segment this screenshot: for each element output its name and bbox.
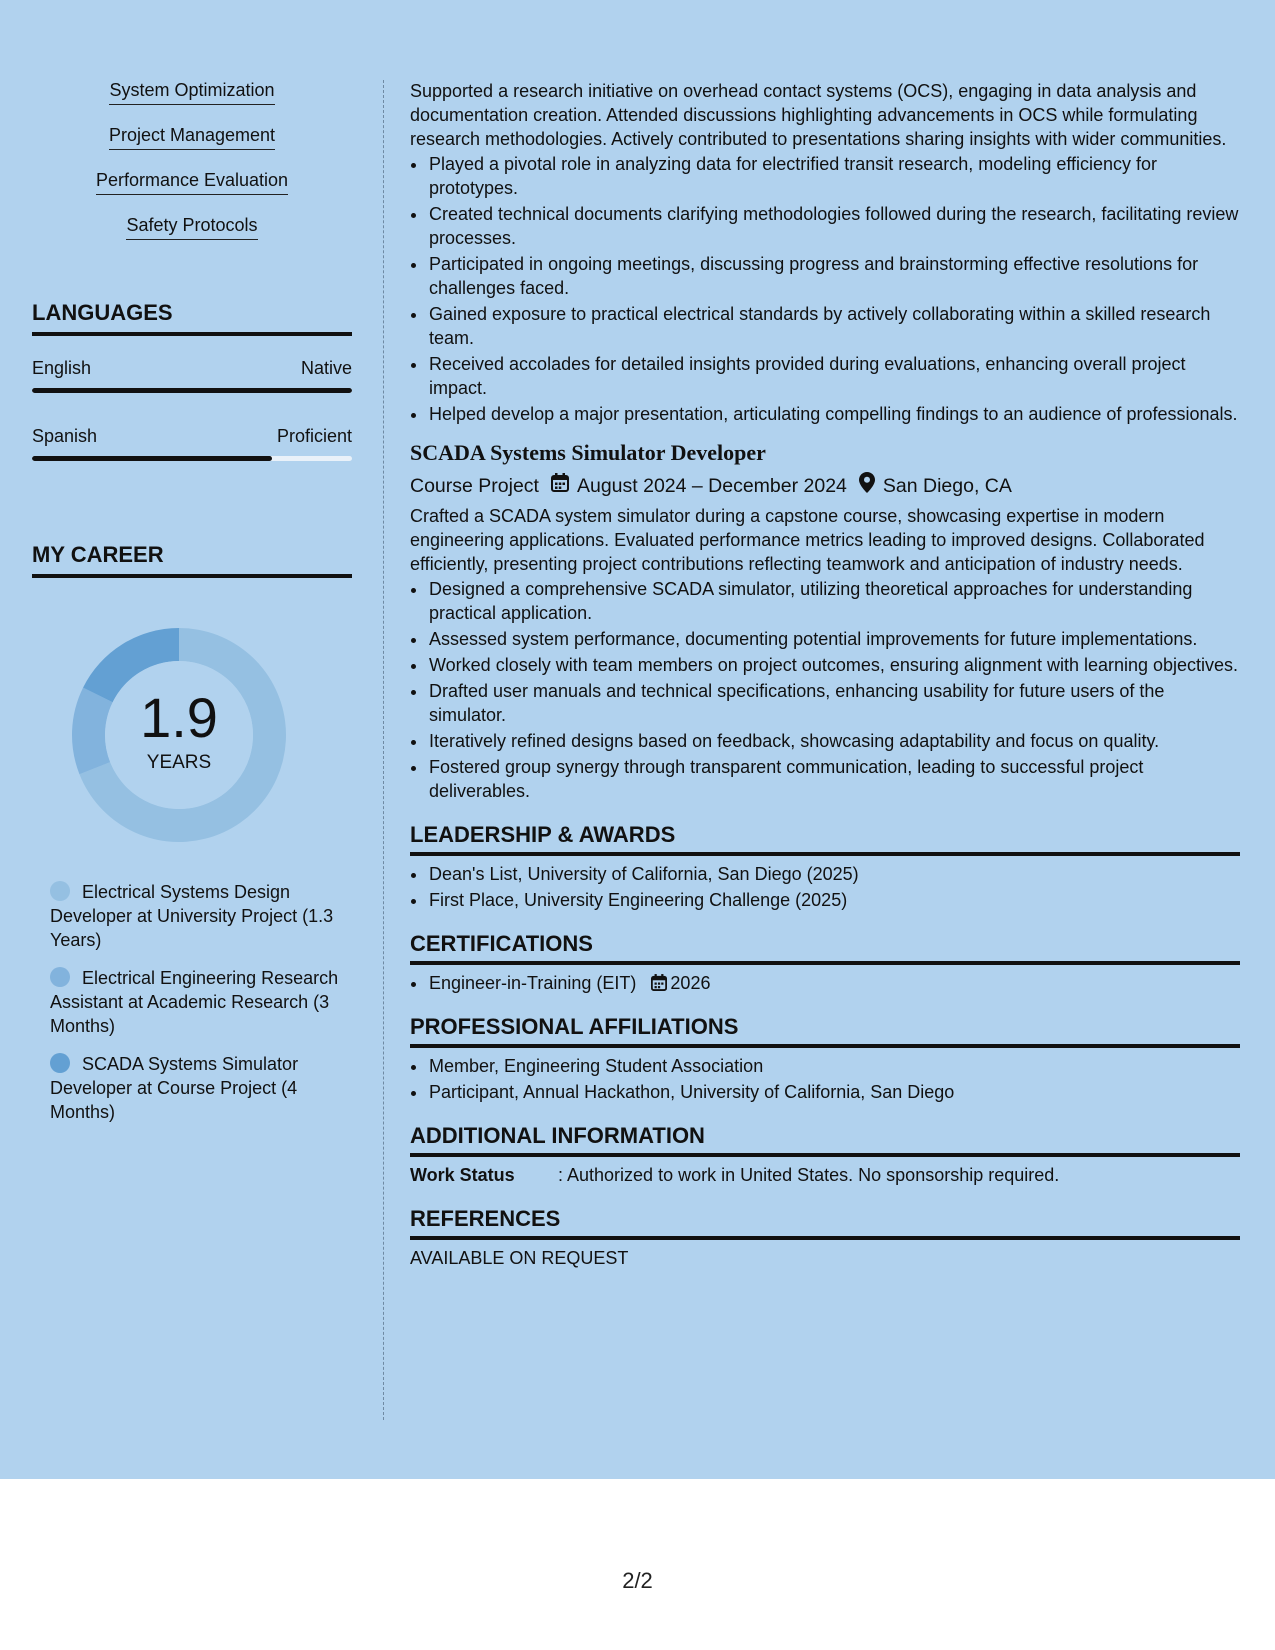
- work-status-value: : Authorized to work in United States. No sponsorship required.: [558, 1165, 1060, 1185]
- job-bullets: [410, 577, 1240, 803]
- job-description: Crafted a SCADA system simulator during a capstone course, showcasing expertise in modern engineering applications. Evaluated performance metrics leading to improved designs. Collaborated efficiently, presenting project contributions reflecting teamwork and anticipation of industry needs.: [410, 506, 1205, 574]
- career-total-years: 1.9: [140, 686, 218, 749]
- job-location: San Diego, CA: [882, 474, 1012, 497]
- career-heading: MY CAREER: [32, 542, 352, 578]
- list-item: • Designed a comprehensive SCADA simulator, utilizing theoretical approaches for understanding practical application.: [428, 577, 1240, 625]
- leadership-list: [410, 862, 1240, 912]
- legend-dot: [50, 1053, 70, 1073]
- language-bar: [32, 456, 352, 461]
- certifications-heading: CERTIFICATIONS: [410, 930, 1240, 965]
- skills-list: [32, 80, 352, 260]
- affiliations-heading: PROFESSIONAL AFFILIATIONS: [410, 1013, 1240, 1048]
- list-item: • Drafted user manuals and technical specifications, enhancing usability for future users of the simulator.: [428, 679, 1240, 727]
- skill-item: Safety Protocols: [32, 215, 352, 260]
- list-item: • Fostered group synergy through transparent communication, leading to successful project deliverables.: [428, 755, 1240, 803]
- career-donut-chart: [64, 620, 294, 850]
- list-item: • Iteratively refined designs based on feedback, showcasing adaptability and focus on quality.: [428, 729, 1240, 753]
- language-bar-fill: [32, 456, 272, 461]
- affiliations-list: [410, 1054, 1240, 1104]
- job-org: Course Project: [410, 474, 539, 497]
- references-text: AVAILABLE ON REQUEST: [410, 1248, 629, 1268]
- right-column: [410, 79, 1240, 1270]
- list-item: • First Place, University Engineering Challenge (2025): [428, 888, 1240, 912]
- language-level: Native: [300, 358, 352, 378]
- list-item: • Received accolades for detailed insights provided during evaluations, enhancing overall project impact.: [428, 352, 1240, 400]
- legend-item: SCADA Systems Simulator Developer at Course Project (4 Months): [50, 1054, 299, 1122]
- skill-item: Project Management: [32, 125, 352, 170]
- work-status-label: Work Status: [410, 1165, 515, 1185]
- languages-heading: LANGUAGES: [32, 300, 352, 336]
- job-dates: August 2024 – December 2024: [576, 474, 847, 497]
- list-item: • Helped develop a major presentation, articulating compelling findings to an audience of professionals.: [428, 402, 1240, 426]
- language-english: [32, 358, 352, 393]
- language-name: English: [32, 358, 92, 378]
- references-heading: REFERENCES: [410, 1205, 1240, 1240]
- leadership-heading: LEADERSHIP & AWARDS: [410, 821, 1240, 856]
- calendar-icon: [551, 473, 569, 498]
- list-item: • Member, Engineering Student Association: [428, 1054, 1240, 1078]
- list-item: • Created technical documents clarifying methodologies followed during the research, facilitating review processes.: [428, 202, 1240, 250]
- list-item: • Assessed system performance, documenting potential improvements for future implementations.: [428, 627, 1240, 651]
- skill-item: System Optimization: [32, 80, 352, 125]
- language-bar-fill: [32, 388, 352, 393]
- list-item: • Participant, Annual Hackathon, University of California, San Diego: [428, 1080, 1240, 1104]
- column-divider: [383, 80, 384, 1420]
- certifications-list: [410, 971, 1240, 995]
- legend-dot: [50, 967, 70, 987]
- list-item: • Played a pivotal role in analyzing data for electrified transit research, modeling efficiency for prototypes.: [428, 152, 1240, 200]
- language-spanish: [32, 426, 352, 461]
- research-description: Supported a research initiative on overhead contact systems (OCS), engaging in data analysis and documentation creation. Attended discussions highlighting advancements in OCS while formulating research methodologies. Actively contributed to presentations sharing insights with wider communities.: [410, 81, 1227, 149]
- job-meta: [410, 472, 1240, 499]
- list-item: • Participated in ongoing meetings, discussing progress and brainstorming effective resolutions for challenges faced.: [428, 252, 1240, 300]
- skill-item: Performance Evaluation: [32, 170, 352, 215]
- additional-info-heading: ADDITIONAL INFORMATION: [410, 1122, 1240, 1157]
- left-column: [32, 80, 352, 1122]
- location-pin-icon: [859, 472, 875, 499]
- job-title: SCADA Systems Simulator Developer: [410, 440, 766, 465]
- work-status-row: [410, 1163, 1240, 1187]
- list-item: • Gained exposure to practical electrical standards by actively collaborating within a skilled research team.: [428, 302, 1240, 350]
- calendar-icon: [651, 973, 670, 993]
- list-item: • Dean's List, University of California, San Diego (2025): [428, 862, 1240, 886]
- list-item: [428, 971, 1240, 995]
- certification-date: 2026: [651, 973, 710, 993]
- language-bar: [32, 388, 352, 393]
- list-item: • Worked closely with team members on project outcomes, ensuring alignment with learning objectives.: [428, 653, 1240, 677]
- certification-name: Engineer-in-Training (EIT): [429, 973, 637, 993]
- career-legend: [50, 880, 340, 1138]
- career-total-unit: YEARS: [146, 752, 212, 773]
- legend-item: Electrical Engineering Research Assistant at Academic Research (3 Months): [50, 968, 339, 1036]
- legend-item: Electrical Systems Design Developer at University Project (1.3 Years): [50, 882, 334, 950]
- legend-dot: [50, 881, 70, 901]
- research-bullets: [410, 152, 1240, 426]
- page-number: 2/2: [622, 1568, 653, 1593]
- language-name: Spanish: [32, 426, 98, 446]
- language-level: Proficient: [276, 426, 352, 446]
